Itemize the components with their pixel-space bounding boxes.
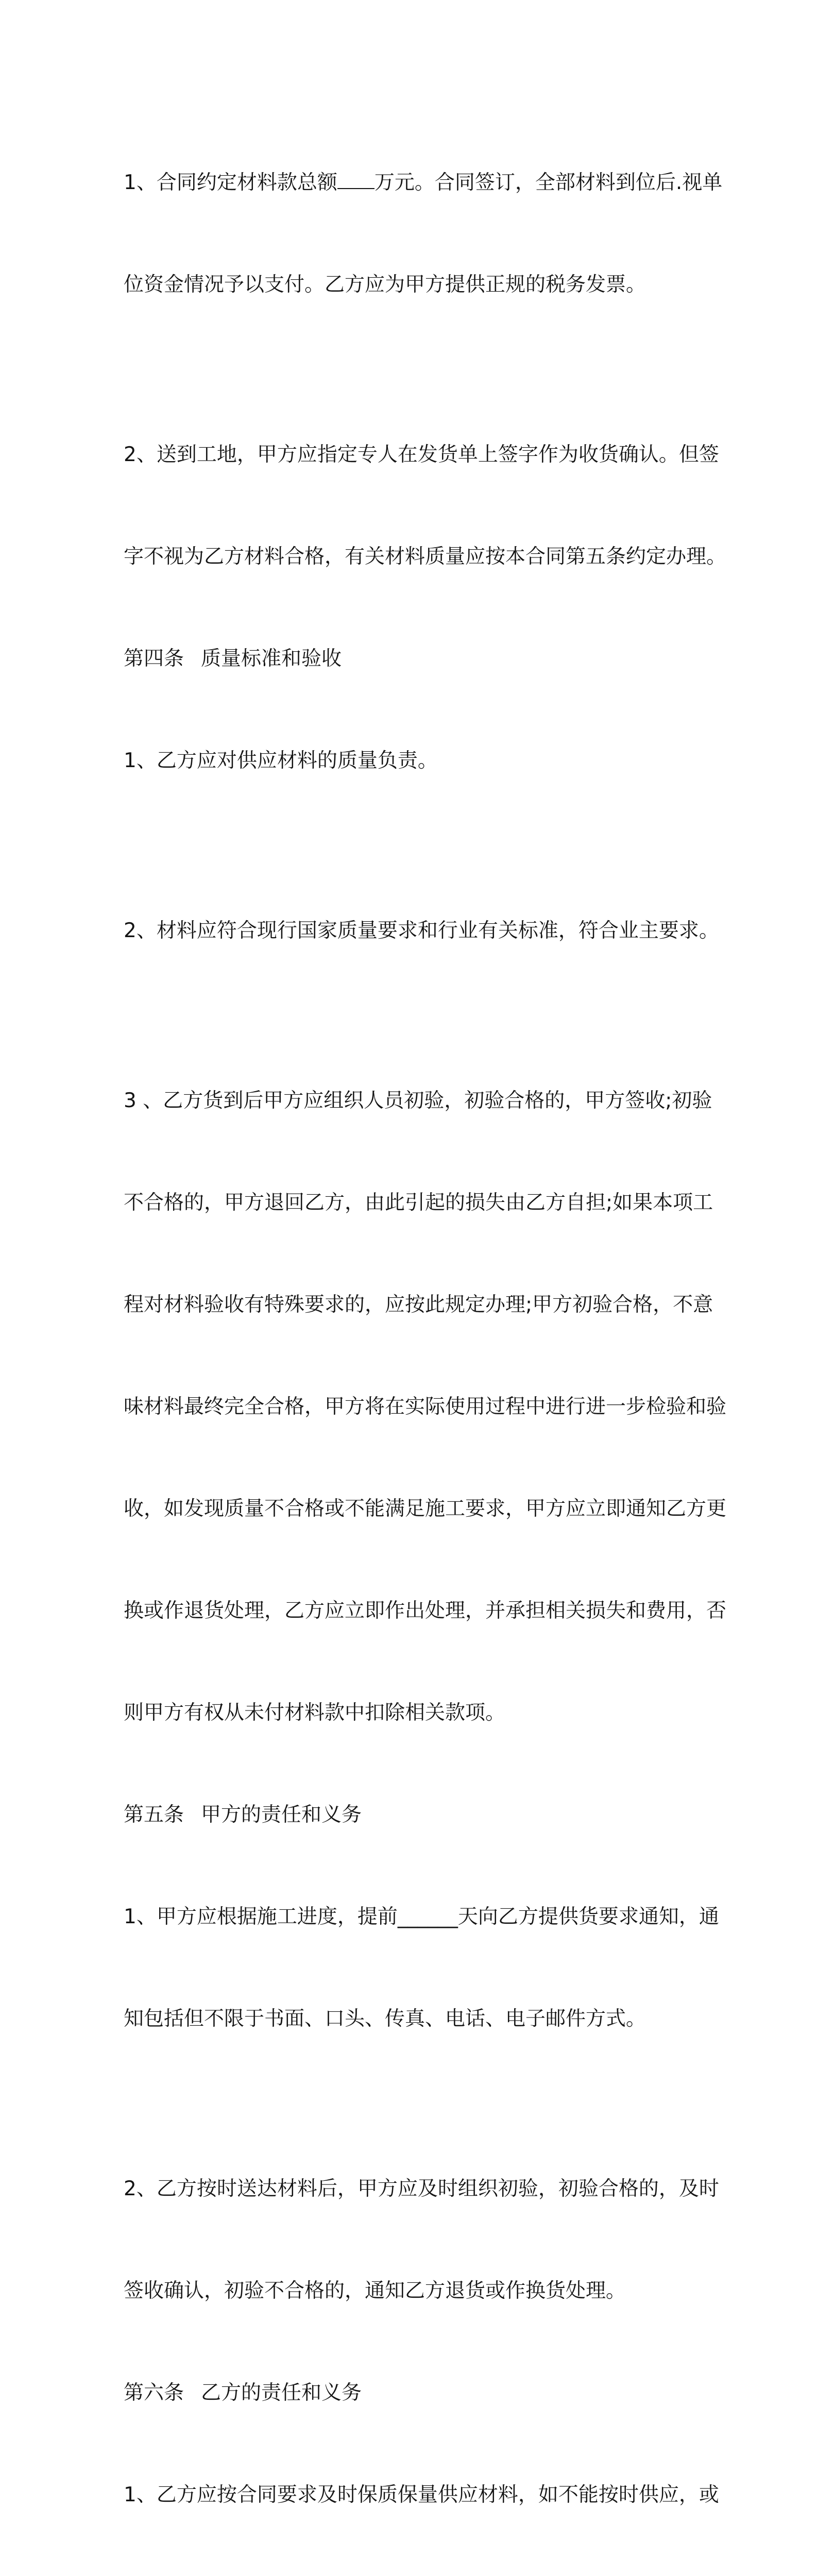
article-title: 乙方的责任和义务 — [201, 2381, 362, 2404]
text-line: 位资金情况予以支付。乙方应为甲方提供正规的税务发票。 — [124, 273, 646, 296]
text-line: 知包括但不限于书面、口头、传真、电话、电子邮件方式。 — [124, 2007, 646, 2030]
section-heading-article-5 — [124, 1798, 701, 1832]
text-line: 2、材料应符合现行国家质量要求和行业有关标准，符合业主要求。 — [124, 919, 719, 942]
text-line: 1、甲方应根据施工进度，提前______天向乙方提供货要求通知，通 — [124, 1905, 719, 1928]
article-number: 第五条 — [124, 1803, 184, 1826]
text-line — [124, 166, 723, 200]
section-heading-article-4 — [124, 642, 701, 676]
text-line: 3 、乙方货到后甲方应组织人员初验，初验合格的，甲方签收;初验 — [124, 1089, 712, 1112]
section-heading-article-6 — [124, 2376, 701, 2410]
text-segment: 万元。合同签订，全部材料到位后.视单 — [374, 171, 723, 194]
paragraph-payment-amount — [124, 98, 723, 370]
text-line: 收，如发现质量不合格或不能满足施工要求，甲方应立即通知乙方更 — [124, 1497, 727, 1520]
text-line: 味材料最终完全合格，甲方将在实际使用过程中进行进一步检验和验 — [124, 1395, 727, 1418]
paragraph-quality-standards — [124, 846, 719, 1016]
text-segment: 1、合同约定材料款总额 — [124, 171, 337, 194]
text-line: 则甲方有权从未付材料款中扣除相关款项。 — [124, 1701, 506, 1724]
text-line: 1、乙方应按合同要求及时保质保量供应材料，如不能按时供应，或 — [124, 2483, 719, 2506]
paragraph-delivery-notice — [124, 1832, 719, 2104]
article-number: 第四条 — [124, 647, 184, 670]
text-line: 程对材料验收有特殊要求的，应按此规定办理;甲方初验合格，不意 — [124, 1293, 713, 1316]
text-line: 2、送到工地，甲方应指定专人在发货单上签字作为收货确认。但签 — [124, 443, 719, 466]
text-line: 2、乙方按时送达材料后，甲方应及时组织初验，初验合格的，及时 — [124, 2177, 719, 2200]
paragraph-timely-inspection — [124, 2104, 719, 2376]
text-line: 换或作退货处理，乙方应立即作出处理，并承担相关损失和费用，否 — [124, 1599, 727, 1622]
article-title: 甲方的责任和义务 — [201, 1803, 362, 1826]
paragraph-supply-obligation — [124, 2410, 719, 2576]
text-line: 不合格的，甲方退回乙方，由此引起的损失由乙方自担;如果本项工 — [124, 1191, 713, 1214]
article-title: 质量标准和验收 — [201, 647, 342, 670]
text-line: 字不视为乙方材料合格，有关材料质量应按本合同第五条约定办理。 — [124, 545, 727, 568]
paragraph-inspection — [124, 1016, 727, 1798]
paragraph-delivery-confirmation — [124, 370, 727, 642]
paragraph-quality-responsibility — [124, 676, 701, 846]
article-number: 第六条 — [124, 2381, 184, 2404]
text-line: 1、乙方应对供应材料的质量负责。 — [124, 749, 438, 772]
fill-in-blank — [337, 167, 375, 189]
text-line: 签收确认，初验不合格的，通知乙方退货或作换货处理。 — [124, 2279, 626, 2302]
document-body — [124, 98, 727, 2576]
